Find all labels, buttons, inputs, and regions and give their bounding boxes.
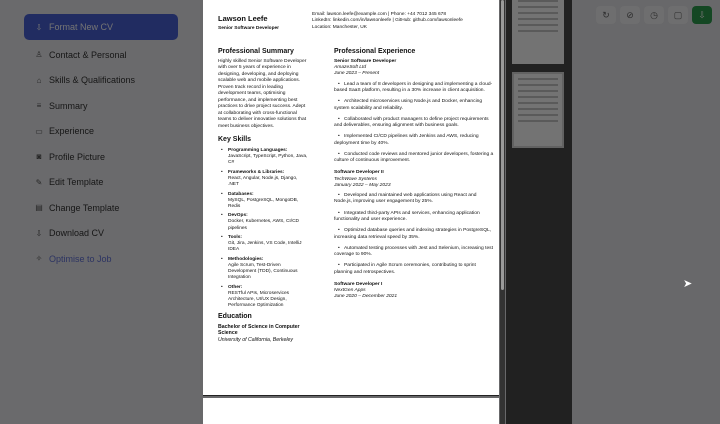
skill-item bbox=[228, 170, 308, 188]
contact-line: Email: lawson.leefe@example.com | Phone: +44 7012 345 678 bbox=[312, 12, 446, 17]
job-entry bbox=[334, 282, 494, 301]
skill-text: Docker, Kubernetes, AWS, CI/CD pipelines bbox=[228, 219, 300, 231]
skill-label: Databases: bbox=[228, 191, 254, 197]
section-title-education: Education bbox=[218, 312, 252, 320]
job-title: Senior Software Developer bbox=[334, 58, 397, 64]
skill-label: Frameworks & Libraries: bbox=[228, 169, 285, 175]
resume-role: Senior Software Developer bbox=[218, 25, 280, 31]
skill-text: RESTful APIs, Microservices Architecture, UI/UX Design, Performance Optimization bbox=[228, 290, 290, 309]
jobs-list bbox=[334, 59, 494, 301]
page-break-line bbox=[203, 395, 499, 396]
skill-item bbox=[228, 285, 308, 310]
section-title-experience: Professional Experience bbox=[334, 48, 416, 55]
job-company: AmazeSoft Ltd bbox=[334, 65, 367, 71]
mouse-cursor-icon: ➤ bbox=[683, 278, 693, 290]
job-company: NextGen Apps bbox=[334, 288, 366, 294]
skill-label: Tools: bbox=[228, 235, 243, 241]
job-bullets bbox=[334, 193, 494, 276]
skill-item bbox=[228, 235, 308, 253]
resume-page-2 bbox=[203, 398, 499, 424]
resume-page bbox=[203, 0, 499, 396]
job-bullet: • Developed and maintained web applications using React and Node.js, improving user engagement by 25%. bbox=[334, 193, 494, 206]
job-bullet: • Conducted code reviews and mentored junior developers, fostering a culture of continuous improvement. bbox=[334, 152, 494, 165]
job-entry bbox=[334, 170, 494, 275]
education-degree: Bachelor of Science in Computer Science bbox=[218, 323, 300, 337]
contact-block bbox=[312, 12, 492, 31]
job-bullet: • Lead a team of 8 developers in designing and implementing a cloud-based SaaS platform, resulting in a 30% increase in client acquisition. bbox=[334, 82, 494, 95]
skill-label: DevOps: bbox=[228, 213, 248, 219]
education-school: University of California, Berkeley bbox=[218, 336, 293, 343]
skill-text: Git, Jira, Jenkins, VS Code, IntelliJ IDEA bbox=[228, 241, 302, 253]
skill-text: MySQL, PostgreSQL, MongoDB, Redis bbox=[228, 197, 299, 209]
job-dates: June 2020 – December 2021 bbox=[334, 294, 398, 300]
preview-scrollbar[interactable] bbox=[500, 0, 505, 424]
job-bullet: • Implemented CI/CD pipelines with Jenkins and AWS, reducing deployment time by 40%. bbox=[334, 134, 494, 147]
skill-text: React, Angular, Node.js, Django, .NET bbox=[228, 175, 298, 188]
job-dates: June 2023 – Present bbox=[334, 71, 380, 77]
skill-label: Programming Languages: bbox=[228, 148, 288, 154]
section-title-summary: Professional Summary bbox=[218, 48, 294, 55]
job-bullet: • Integrated third-party APIs and services, enhancing application functionality and user experience. bbox=[334, 211, 494, 224]
job-bullet: • Automated testing processes with Jest and Selenium, increasing test coverage to 90%. bbox=[334, 246, 494, 259]
skill-label: Methodologies: bbox=[228, 256, 264, 262]
job-dates: January 2022 – May 2023 bbox=[334, 182, 391, 188]
contact-line: Location: Manchester, UK bbox=[312, 24, 367, 30]
skill-item bbox=[228, 213, 308, 231]
skills-list bbox=[218, 148, 308, 309]
job-bullet: • Optimized database queries and indexing strategies in PostgreSQL, increasing data retrieval speed by 35%. bbox=[334, 228, 494, 241]
job-company: TechWave Systems bbox=[334, 176, 377, 182]
skill-item bbox=[228, 257, 308, 282]
job-title: Software Developer II bbox=[334, 170, 384, 176]
right-column bbox=[334, 48, 494, 307]
summary-text: Highly skilled Senior Software Developer with over 5 years of experience in designing, developing, and deploying scalable web and mobile applications. Proven track record in leading development teams, optimising performance, and implementing best practices to drive project success. Adept at collaborating with cross-functional teams to deliver innovative solutions that meet business objectives. bbox=[218, 58, 307, 129]
scrollbar-thumb[interactable] bbox=[501, 0, 504, 290]
resume-name: Lawson Leefe bbox=[218, 14, 268, 23]
skill-text: Agile Scrum, Test-Driven Development (TDD), Continuous Integration bbox=[228, 263, 298, 281]
skill-text: JavaScript, TypeScript, Python, Java, C# bbox=[228, 154, 308, 166]
skill-item bbox=[228, 192, 308, 210]
contact-line: LinkedIn: linkedin.com/in/lawsonleefe | GitHub: github.com/lawsonleefe bbox=[312, 18, 463, 24]
job-entry bbox=[334, 59, 494, 164]
skill-item bbox=[228, 148, 308, 166]
section-title-skills: Key Skills bbox=[218, 136, 252, 144]
left-column bbox=[218, 48, 308, 344]
skill-label: Other: bbox=[228, 284, 243, 290]
job-bullets bbox=[334, 82, 494, 165]
job-bullet: • Architected microservices using Node.js and Docker, enhancing system scalability and reliability. bbox=[334, 99, 494, 112]
job-title: Software Developer I bbox=[334, 281, 383, 287]
job-bullet: • Participated in Agile Scrum ceremonies, contributing to sprint planning and retrospectives. bbox=[334, 263, 494, 276]
job-bullet: • Collaborated with product managers to define project requirements and deliverables, ensuring alignment with business goals. bbox=[334, 117, 494, 130]
